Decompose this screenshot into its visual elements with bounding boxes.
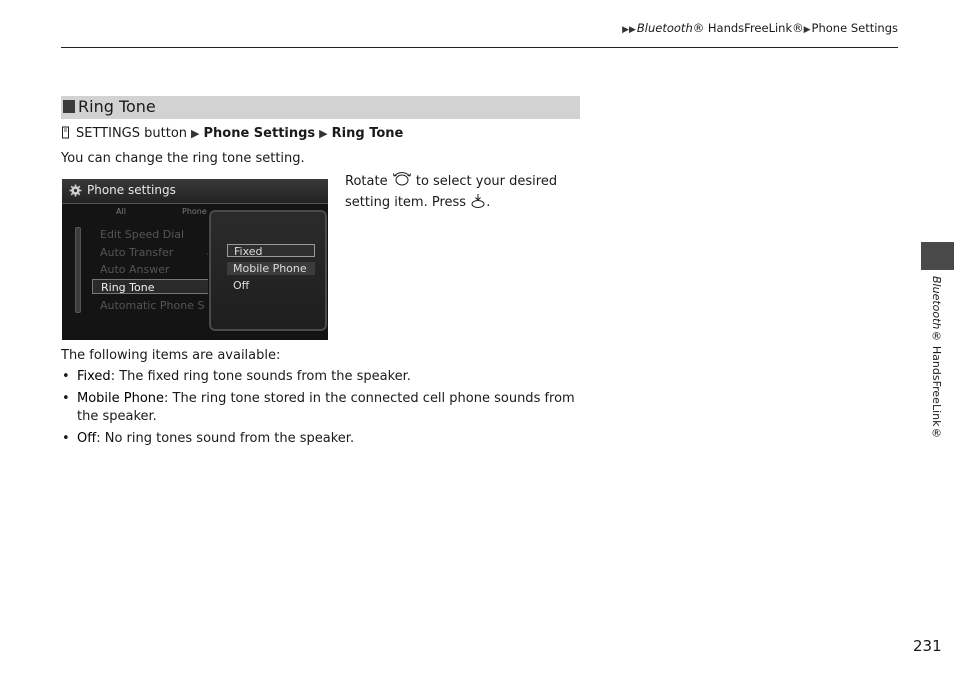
triangle-right-icon: ▶▶ xyxy=(622,25,636,35)
screen-scrollbar xyxy=(75,227,81,313)
menu-path-start: SETTINGS button xyxy=(76,126,188,141)
screen-tab-phone: Phone xyxy=(182,207,207,216)
list-item-term: Mobile Phone xyxy=(77,391,165,406)
menu-path-step1: Phone Settings xyxy=(203,126,316,141)
triangle-right-icon: ▶ xyxy=(803,25,811,35)
list-item-term: Fixed xyxy=(77,369,111,384)
header-rule xyxy=(61,47,898,48)
options-list xyxy=(61,368,581,452)
instruction-before-knob: Rotate xyxy=(345,174,388,189)
screen-item-edit-speed-dial: Edit Speed Dial xyxy=(100,228,185,241)
screen-item-automatic-phone-sync: Automatic Phone S xyxy=(100,299,205,312)
breadcrumb-part1-italic: Bluetooth xyxy=(636,21,693,35)
screen-title: Phone settings xyxy=(87,183,176,197)
option-off: Off xyxy=(233,279,250,292)
available-intro: The following items are available: xyxy=(61,348,281,363)
phone-settings-screenshot xyxy=(62,179,328,340)
option-mobile-phone: Mobile Phone xyxy=(227,262,315,275)
menu-path-step2: Ring Tone xyxy=(331,126,404,141)
instruction-after-knob: to select your desired setting item. Press xyxy=(345,174,558,210)
breadcrumb-part1-rest: ® HandsFreeLink® xyxy=(692,21,804,35)
list-item-desc: : The fixed ring tone sounds from the speaker. xyxy=(110,369,411,384)
interface-dial-icon xyxy=(392,170,412,188)
screen-item-auto-transfer: Auto Transfer xyxy=(100,246,174,259)
chapter-tab-label-italic: Bluetooth xyxy=(930,276,943,330)
list-item xyxy=(61,430,581,448)
list-item xyxy=(61,390,581,426)
list-item-desc: : No ring tones sound from the speaker. xyxy=(96,431,355,446)
chapter-tab-label-rest: ® HandsFreeLink® xyxy=(930,329,943,440)
instruction-end: . xyxy=(486,195,491,210)
screen-tab-all: All xyxy=(116,207,126,216)
chapter-tab xyxy=(921,242,954,270)
breadcrumb-part2: Phone Settings xyxy=(811,21,898,35)
settings-button-icon xyxy=(61,126,70,139)
press-dial-icon xyxy=(470,193,486,209)
section-square-icon xyxy=(63,100,75,113)
section-title: Ring Tone xyxy=(78,97,156,116)
page-number: 231 xyxy=(913,637,942,655)
breadcrumb xyxy=(622,21,898,35)
list-item-term: Off xyxy=(77,431,97,446)
intro-text: You can change the ring tone setting. xyxy=(61,151,305,166)
option-fixed: Fixed xyxy=(227,244,315,257)
instruction-text xyxy=(345,170,580,213)
gear-icon xyxy=(69,184,82,197)
screen-item-ring-tone: Ring Tone xyxy=(92,279,210,294)
arrow-right-icon: ▶ xyxy=(191,127,200,140)
arrow-right-icon: ▶ xyxy=(319,127,328,140)
chapter-tab-label xyxy=(930,276,943,439)
list-item xyxy=(61,368,581,386)
menu-path xyxy=(61,125,403,143)
ring-tone-options-popup xyxy=(209,210,327,331)
list-item-desc: : The ring tone stored in the connected cell phone sounds from the speaker. xyxy=(77,391,575,424)
screen-item-auto-answer: Auto Answer xyxy=(100,263,170,276)
